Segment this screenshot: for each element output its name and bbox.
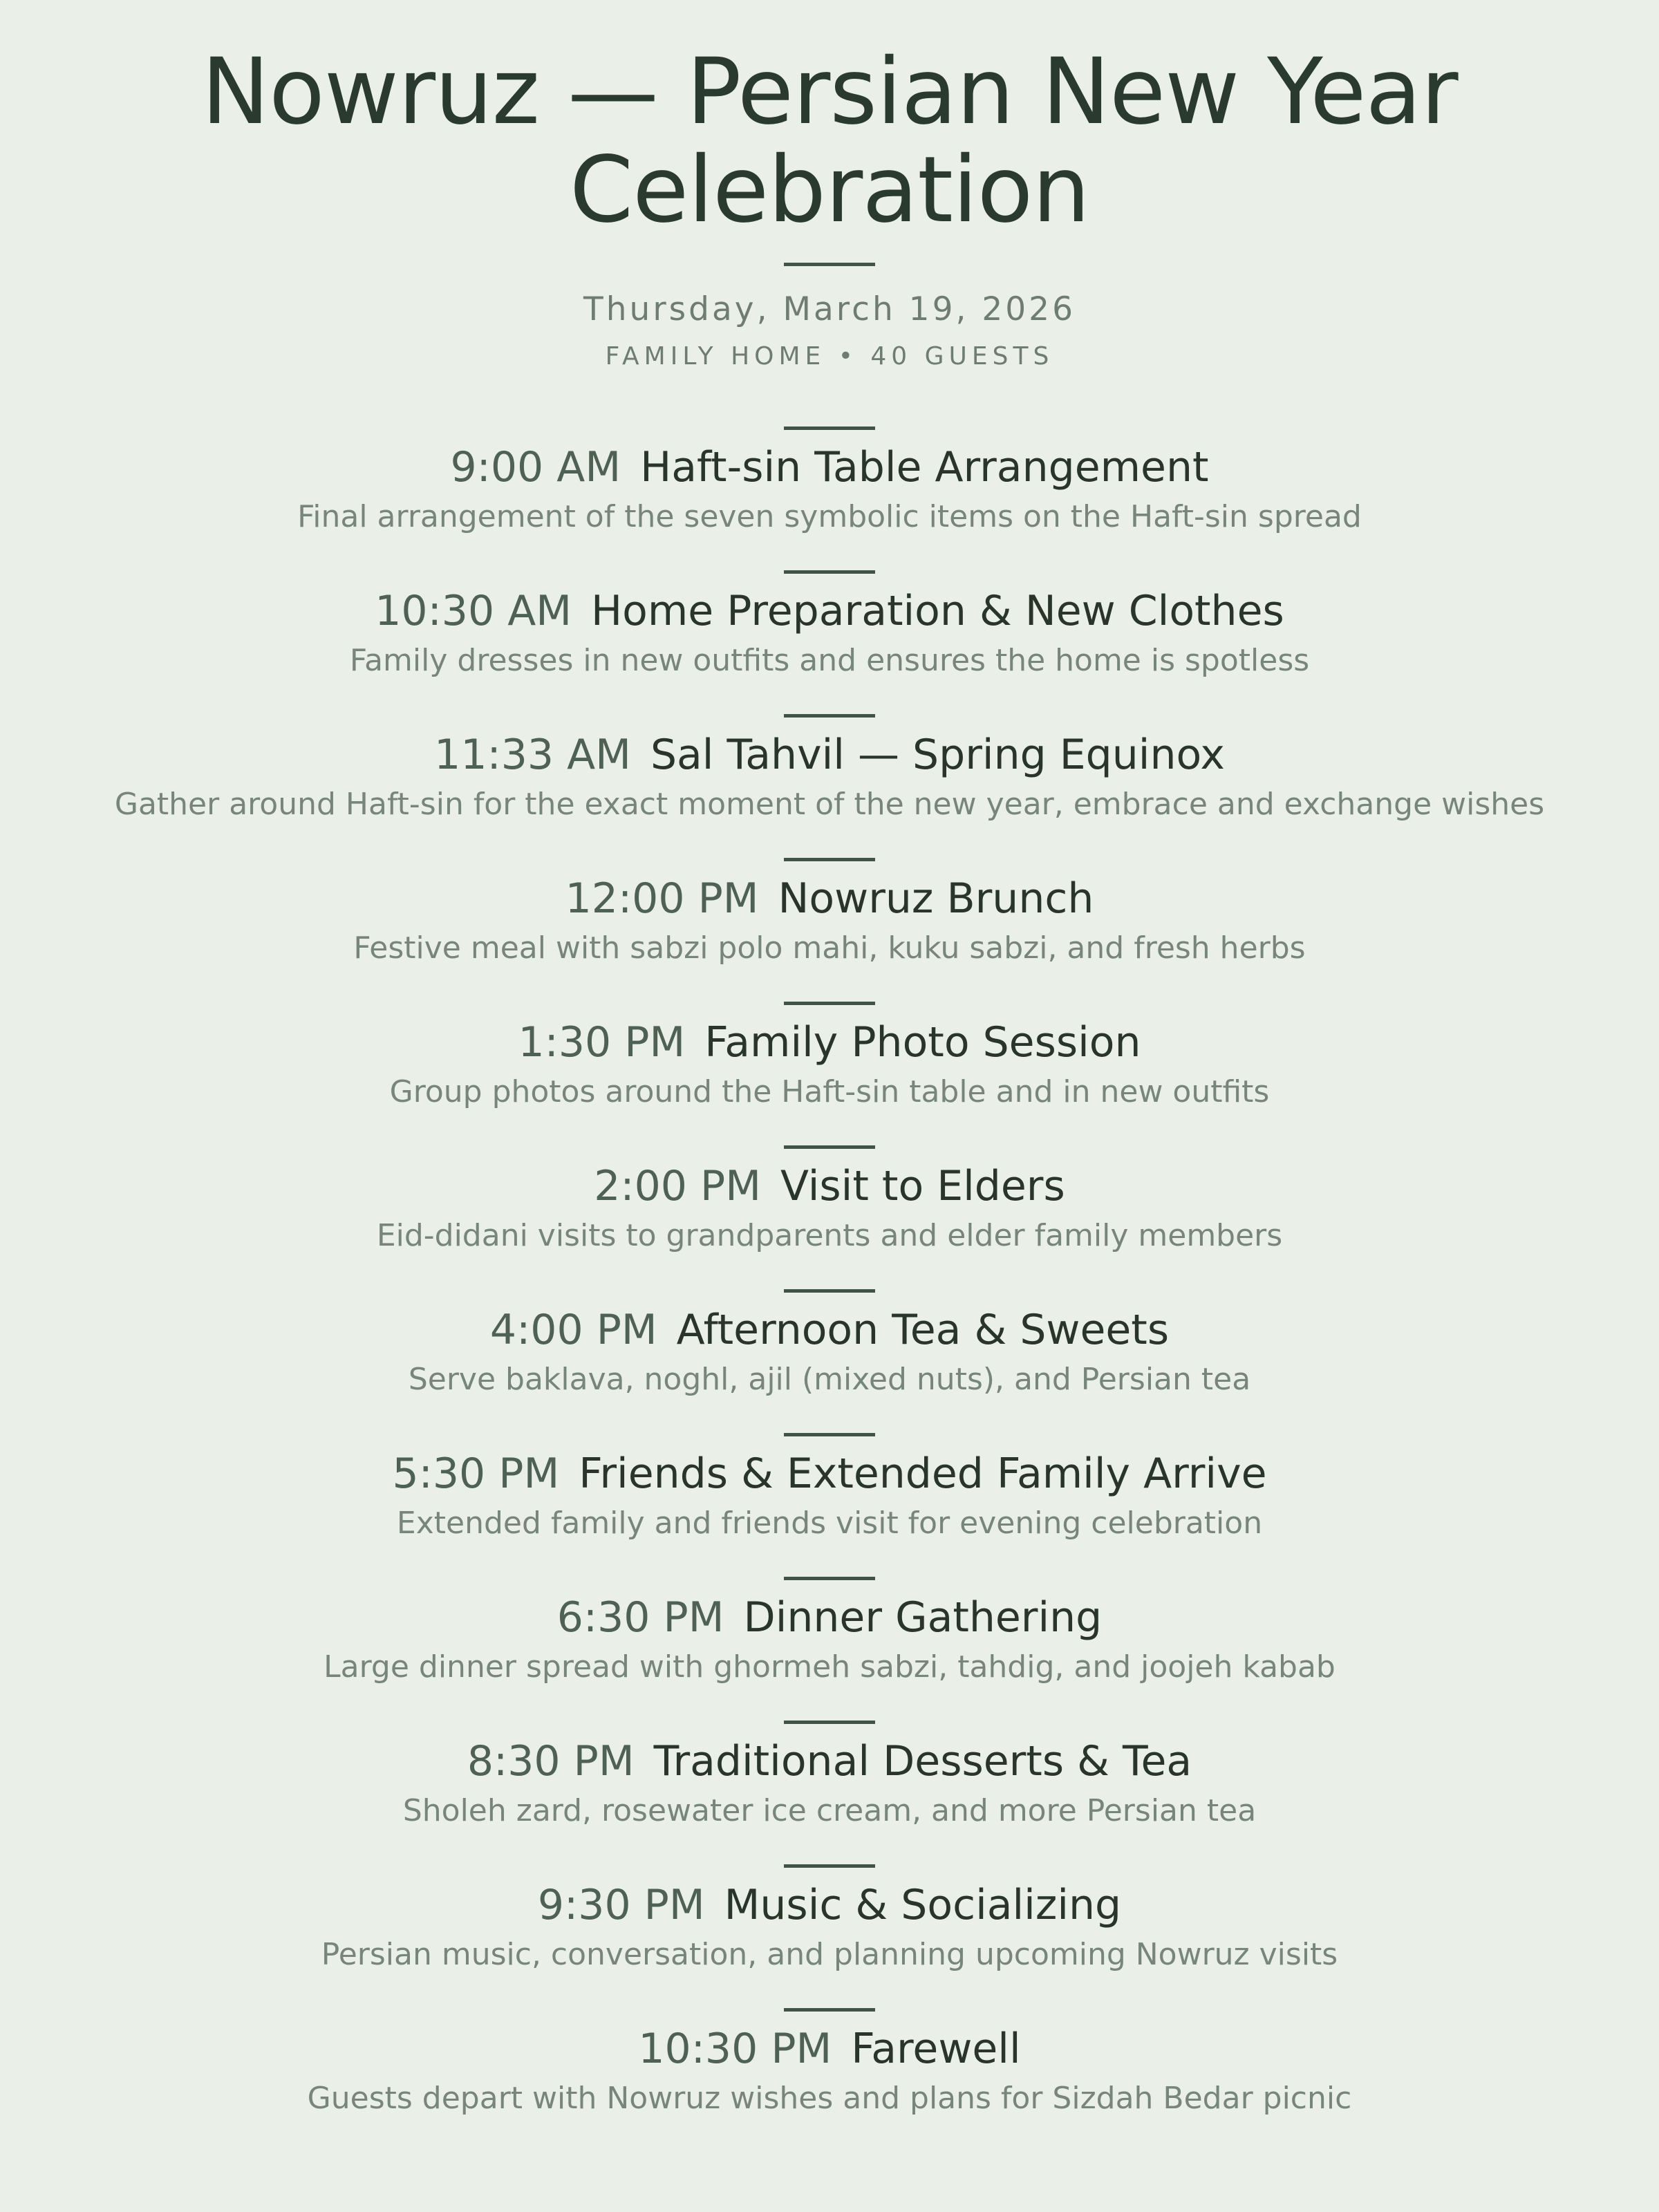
schedule-divider: [784, 570, 875, 574]
schedule-item-title: Music & Socializing: [724, 1881, 1122, 1929]
schedule-item-time: 6:30 PM: [556, 1593, 724, 1642]
schedule-item-time: 8:30 PM: [467, 1737, 635, 1785]
schedule-item: [0, 1721, 1659, 1864]
schedule-item-heading: [0, 1591, 1659, 1644]
schedule-item: [0, 1289, 1659, 1433]
schedule-item-time: 12:00 PM: [565, 874, 759, 923]
schedule-item-description: Festive meal with sabzi polo mahi, kuku sabzi, and fresh herbs: [353, 930, 1306, 966]
schedule-item: [0, 1577, 1659, 1721]
page-title: Nowruz — Persian New Year Celebration: [201, 39, 1458, 243]
schedule-item-time: 5:30 PM: [392, 1450, 560, 1498]
schedule-item: [0, 714, 1659, 858]
schedule-item-time: 9:00 AM: [450, 443, 621, 491]
schedule-item-title: Home Preparation & New Clothes: [591, 587, 1284, 635]
schedule-item-time: 2:00 PM: [594, 1162, 761, 1210]
schedule-item: [0, 2008, 1659, 2152]
schedule-item: [0, 1002, 1659, 1145]
schedule-item: [0, 1433, 1659, 1577]
schedule-item: [0, 1864, 1659, 2008]
schedule-divider: [784, 714, 875, 718]
schedule-item-description: Eid-didani visits to grandparents and elder family members: [376, 1218, 1283, 1253]
schedule-item-time: 11:33 AM: [434, 731, 631, 779]
venue-guests: FAMILY HOME • 40 GUESTS: [605, 342, 1054, 371]
schedule-item-title: Farewell: [851, 2025, 1021, 2073]
schedule-divider: [784, 1721, 875, 1724]
schedule-divider: [784, 1577, 875, 1580]
schedule-item-time: 4:00 PM: [489, 1306, 657, 1354]
schedule-item-title: Visit to Elders: [780, 1162, 1065, 1210]
schedule-item-heading: [0, 585, 1659, 637]
schedule-item-time: 10:30 PM: [638, 2025, 832, 2073]
schedule-divider: [784, 1433, 875, 1436]
schedule-item-heading: [0, 2023, 1659, 2075]
schedule-item-description: Final arrangement of the seven symbolic items on the Haft-sin spread: [297, 499, 1362, 534]
schedule-item-title: Nowruz Brunch: [778, 874, 1094, 923]
schedule-item-time: 10:30 AM: [375, 587, 572, 635]
schedule-item-time: 9:30 PM: [537, 1881, 705, 1929]
schedule-item-title: Dinner Gathering: [743, 1593, 1103, 1642]
schedule-item: [0, 427, 1659, 570]
schedule-item-description: Family dresses in new outfits and ensures the home is spotless: [349, 643, 1310, 678]
schedule-item-title: Family Photo Session: [704, 1018, 1141, 1067]
schedule-item-heading: [0, 1879, 1659, 1931]
schedule-list: [0, 427, 1659, 2152]
schedule-divider: [784, 1002, 875, 1005]
schedule-item-heading: [0, 441, 1659, 494]
schedule-item-description: Persian music, conversation, and planning upcoming Nowruz visits: [321, 1937, 1338, 1972]
schedule-item-heading: [0, 1447, 1659, 1500]
schedule-divider: [784, 427, 875, 430]
schedule-item-title: Afternoon Tea & Sweets: [676, 1306, 1170, 1354]
schedule-divider: [784, 1289, 875, 1293]
schedule-item-description: Large dinner spread with ghormeh sabzi, tahdig, and joojeh kabab: [324, 1649, 1335, 1685]
schedule-divider: [784, 1145, 875, 1149]
schedule-item-heading: [0, 1735, 1659, 1788]
schedule-item-title: Sal Tahvil — Spring Equinox: [650, 731, 1225, 779]
schedule-item-heading: [0, 1160, 1659, 1212]
schedule-item-description: Guests depart with Nowruz wishes and plans for Sizdah Bedar picnic: [307, 2081, 1352, 2116]
schedule-item: [0, 1145, 1659, 1289]
schedule-item-heading: [0, 1016, 1659, 1069]
schedule-item-description: Group photos around the Haft-sin table and in new outfits: [389, 1074, 1270, 1109]
schedule-item-description: Sholeh zard, rosewater ice cream, and more Persian tea: [402, 1793, 1257, 1828]
schedule-item-description: Serve baklava, noghl, ajil (mixed nuts), and Persian tea: [408, 1362, 1251, 1397]
schedule-item-description: Extended family and friends visit for evening celebration: [396, 1506, 1263, 1541]
schedule-divider: [784, 2008, 875, 2012]
schedule-item-heading: [0, 872, 1659, 925]
schedule-item-title: Haft-sin Table Arrangement: [640, 443, 1209, 491]
schedule-item-title: Traditional Desserts & Tea: [653, 1737, 1192, 1785]
event-date: Thursday, March 19, 2026: [583, 290, 1076, 328]
schedule-divider: [784, 858, 875, 861]
schedule-item-title: Friends & Extended Family Arrive: [579, 1450, 1267, 1498]
schedule-item-description: Gather around Haft-sin for the exact moment of the new year, embrace and exchange wishes: [114, 787, 1545, 822]
schedule-item: [0, 858, 1659, 1002]
schedule-item-heading: [0, 1304, 1659, 1356]
title-divider: [784, 263, 875, 266]
schedule-item: [0, 570, 1659, 714]
schedule-divider: [784, 1864, 875, 1868]
schedule-item-time: 1:30 PM: [518, 1018, 686, 1067]
schedule-item-heading: [0, 729, 1659, 781]
